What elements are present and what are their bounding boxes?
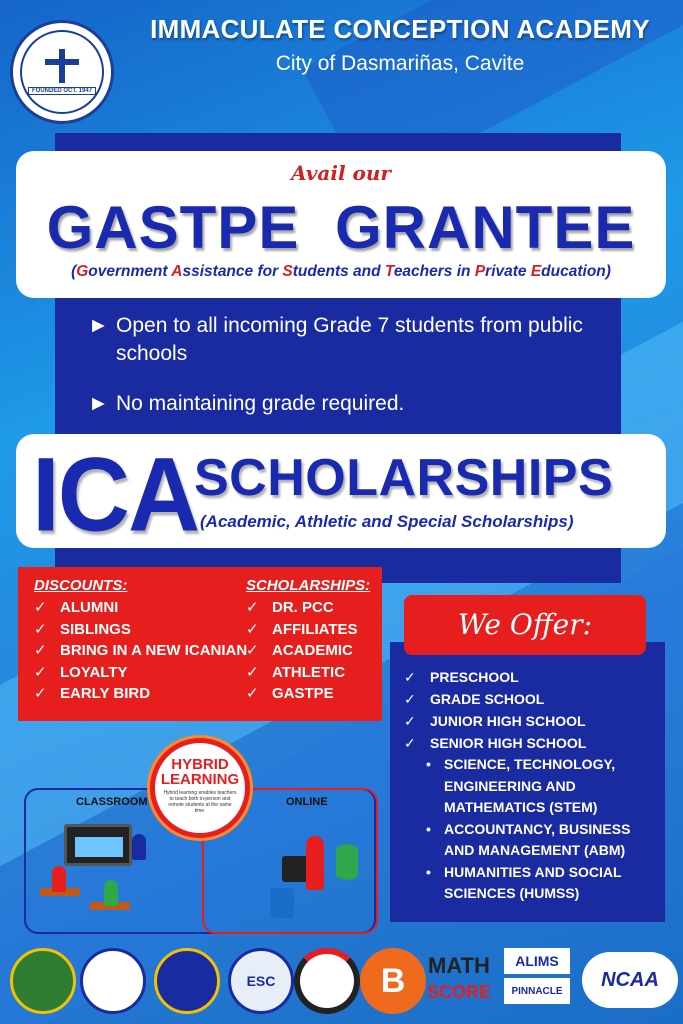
scholarships-list [246,577,370,705]
strand-item: • HUMANITIES AND SOCIAL SCIENCES (HUMSS) [426,863,622,901]
gastpe-card [16,151,666,298]
remote-student-figure-icon [306,836,324,890]
student-figure-icon [52,866,66,892]
discounts-scholarships-box [18,567,382,721]
esc-logo: ESC [228,948,294,1014]
bullet-dot-icon: • [426,756,431,772]
list-item: ✓ EARLY BIRD [34,683,247,705]
avail-text: Avail our [291,161,391,185]
arrow-icon: ► [88,314,109,337]
list-item: ✓ DR. PCC [246,597,370,619]
classroom-label: CLASSROOM [76,796,148,808]
partner-logos-row [0,942,683,1024]
check-icon: ✓ [404,713,416,729]
we-offer-badge: We Offer: [404,595,646,655]
list-item: ✓ GASTPE [246,683,370,705]
whiteboard-icon [64,824,132,866]
list-item: ✓ AFFILIATES [246,619,370,641]
plant-icon [336,844,358,904]
math-score-logo: MATH SCORE [427,953,492,1002]
check-icon: ✓ [246,599,259,616]
list-item: ✓ ALUMNI [34,597,247,619]
check-icon: ✓ [34,642,47,659]
school-city: City of Dasmariñas, Cavite [275,52,525,75]
check-icon: ✓ [246,642,259,659]
arrow-icon: ► [88,392,109,415]
scholarships-title: SCHOLARSHIPS [194,449,614,507]
offer-item: ✓ JUNIOR HIGH SCHOOL [404,710,659,732]
association-seal-logo [154,948,220,1014]
gastpe-bullets [88,312,618,418]
scholarships-subtitle: (Academic, Athletic and Special Scholarships) [200,512,574,531]
b-logo: B [360,948,426,1014]
school-seal-logo [10,20,114,124]
offer-item: ✓ GRADE SCHOOL [404,688,659,710]
check-icon: ✓ [34,599,47,616]
list-item: ✓ ACADEMIC [246,640,370,662]
list-item: ✓ SIBLINGS [34,619,247,641]
cross-icon [45,49,79,83]
gastpe-title: GASTPE GRANTEE [46,194,636,261]
offer-item: ✓ SENIOR HIGH SCHOOL [404,732,659,754]
ring-logo [294,948,360,1014]
stem-logo [80,948,146,1014]
check-icon: ✓ [246,620,259,638]
check-icon: ✓ [404,735,416,751]
online-label: ONLINE [286,796,328,808]
seal-founded-text: FOUNDED OCT. 1947 [28,87,96,95]
pinnacle-logo: PINNACLE [504,978,570,1004]
school-name: IMMACULATE CONCEPTION ACADEMY [150,14,650,44]
check-icon: ✓ [246,685,259,702]
list-item: ✓ ATHLETIC [246,662,370,684]
hybrid-learning-badge: HYBRID LEARNING Hybrid learning enables teachers to teach both in-person and remote students at the same time. [150,738,250,838]
check-icon: ✓ [404,691,416,707]
gastpe-subtitle: (Government Assistance for Students and Teachers in Private Education) [71,263,611,280]
alims-logo: ALIMS [504,948,570,974]
ica-big-text: ICA [32,436,199,554]
check-icon: ✓ [34,685,47,702]
ncaa-logo: NCAA [582,952,678,1008]
we-offer-panel [390,642,665,922]
schools-division-logo [10,948,76,1014]
ica-card [16,434,666,554]
list-item: ✓ BRING IN A NEW ICANIAN [34,640,247,662]
student-figure-icon [104,880,118,906]
offer-list [404,666,659,905]
teacher-figure-icon [132,834,146,860]
chair-icon [270,888,294,918]
check-icon: ✓ [34,620,47,638]
bullet-dot-icon: • [426,863,431,880]
bullet-item: ► No maintaining grade required. [88,390,618,418]
scholarships-heading: SCHOLARSHIPS: [246,577,371,594]
discounts-heading: DISCOUNTS: [34,577,128,594]
bullet-dot-icon: • [426,820,431,837]
hybrid-learning-graphic [20,738,380,938]
strand-item: • ACCOUNTANCY, BUSINESS AND MANAGEMENT (ABM) [426,820,631,858]
discounts-list [34,577,247,705]
offer-item: ✓ PRESCHOOL [404,666,659,688]
strand-item: • SCIENCE, TECHNOLOGY, ENGINEERING AND MATHEMATICS (STEM) [426,756,616,815]
check-icon: ✓ [246,663,259,681]
check-icon: ✓ [404,669,416,685]
list-item: ✓ LOYALTY [34,662,247,684]
check-icon: ✓ [34,663,47,681]
bullet-item: ► Open to all incoming Grade 7 students from public schools [88,314,583,365]
